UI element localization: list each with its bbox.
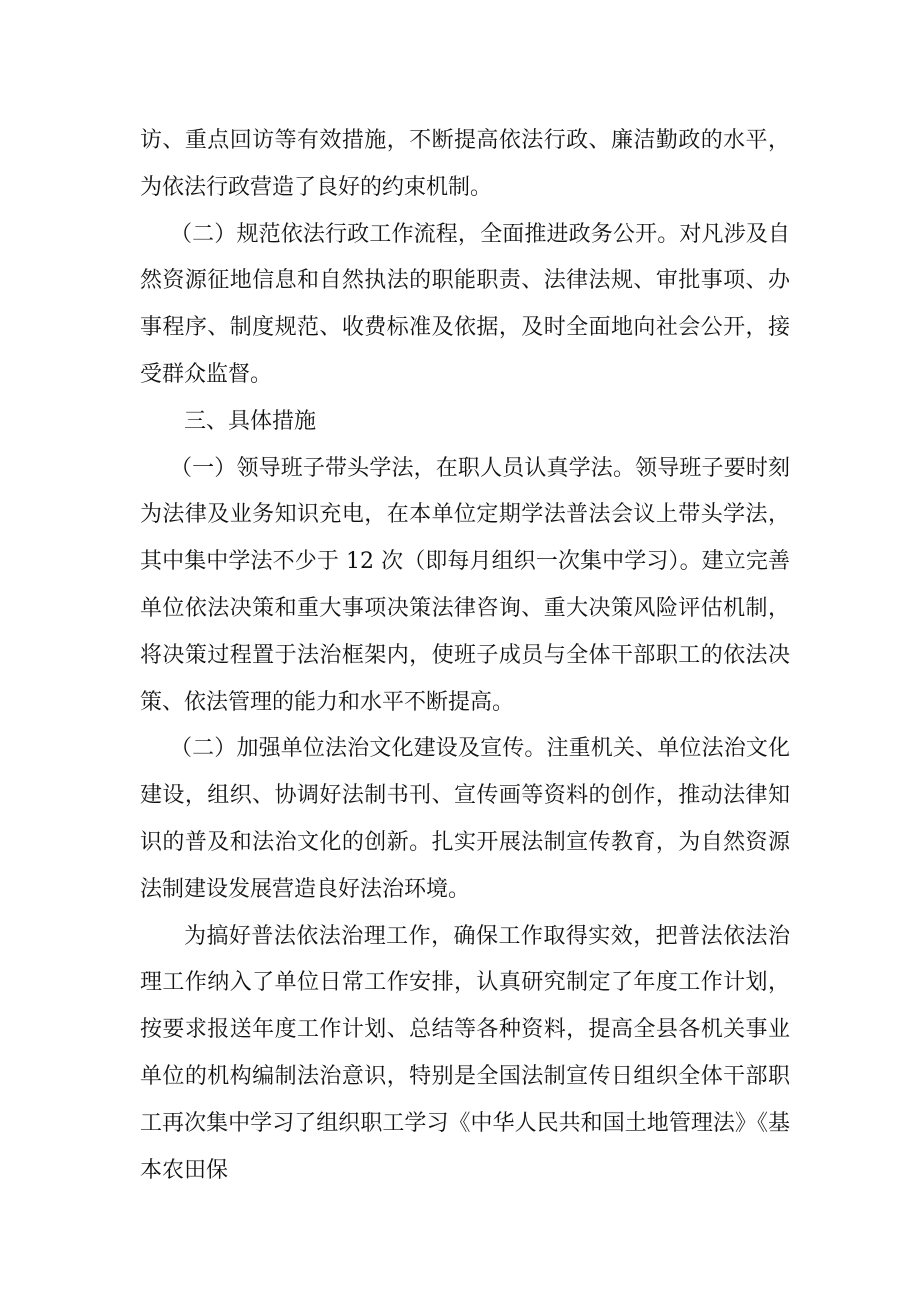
section-heading-3: 三、具体措施	[184, 408, 317, 434]
paragraph-summary: 为搞好普法依法治理工作，确保工作取得实效，把普法依法治理工作纳入了单位日常工作安排，认真研究制定了年度工作计划，按要求报送年度工作计划、总结等各种资料，提高全县各机关事业单位的机构编制法治意识，特别是全国法制宣传日组织全体干部职工再次集中学习了组织职工学习《中华人民共和国土地管理法》《基本农田保	[140, 923, 790, 1183]
paragraph-section-2-item-2: （二）规范依法行政工作流程，全面推进政务公开。对凡涉及自然资源征地信息和自然执法的职能职责、法律法规、审批事项、办事程序、制度规范、收费标准及依据，及时全面地向社会公开，接受群众监督。	[140, 221, 790, 387]
paragraph-section-3-item-1: （一）领导班子带头学法，在职人员认真学法。领导班子要时刻为法律及业务知识充电，在本单位定期学法普法会议上带头学法，其中集中学法不少于 12 次（即每月组织一次集中学习）。建立完善单位依法决策和重大事项决策法律咨询、重大决策风险评估机制，将决策过程置于法治框架内，使班子成员与全体干部职工的依法决策、依法管理的能力和水平不断提高。	[140, 455, 790, 715]
paragraph-section-3-item-2: （二）加强单位法治文化建设及宣传。注重机关、单位法治文化建设，组织、协调好法制书刊、宣传画等资料的创作，推动法律知识的普及和法治文化的创新。扎实开展法制宣传教育，为自然资源法制建设发展营造良好法治环境。	[140, 736, 790, 902]
document-body	[140, 118, 790, 1194]
paragraph-continuation: 访、重点回访等有效措施，不断提高依法行政、廉洁勤政的水平，为依法行政营造了良好的约束机制。	[140, 128, 790, 200]
